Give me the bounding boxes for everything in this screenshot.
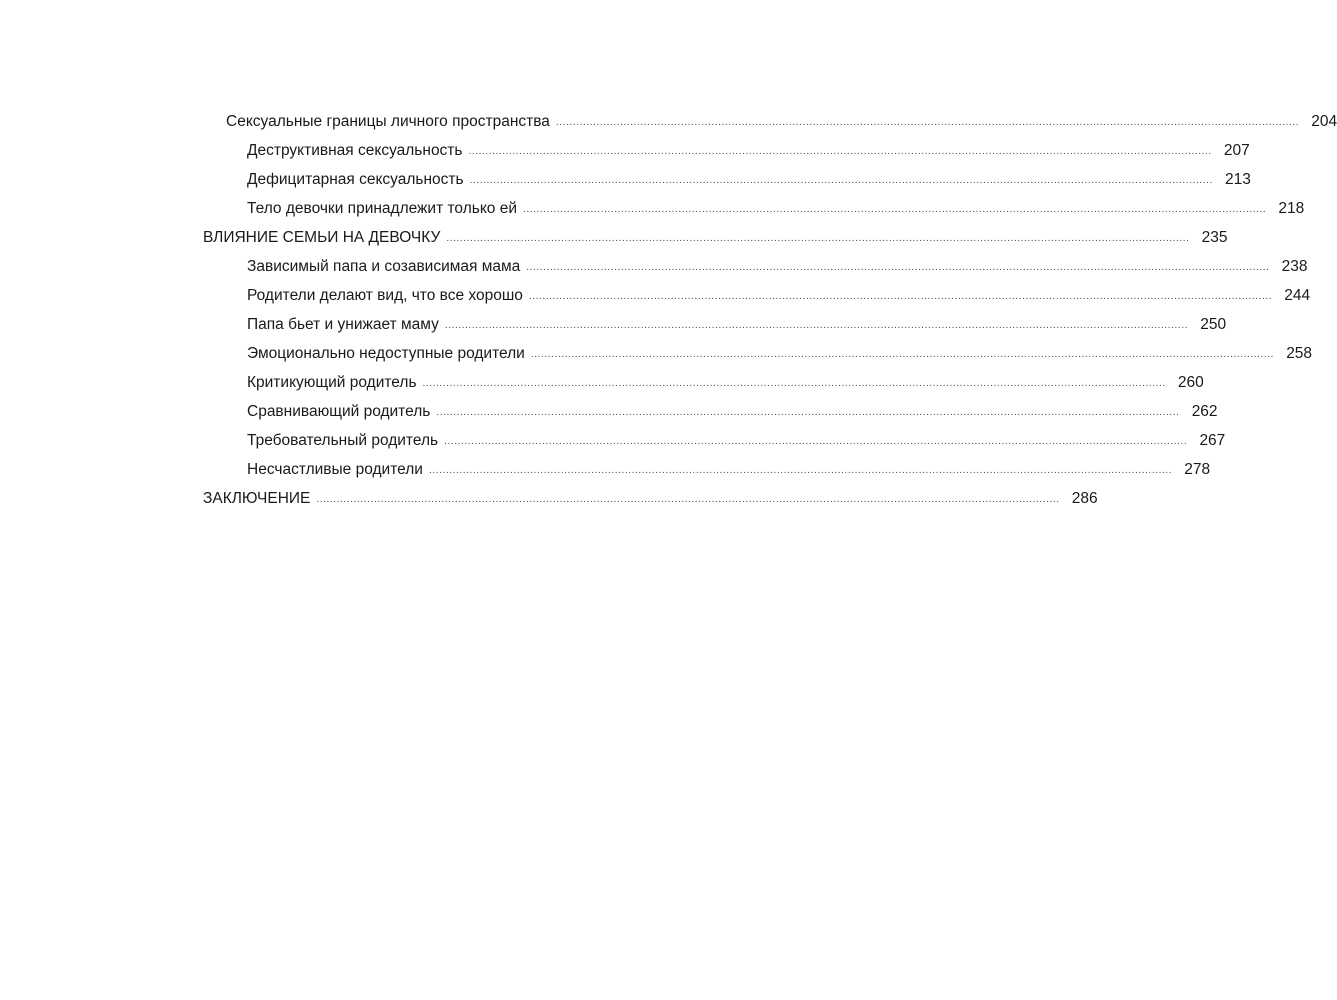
toc-entry [0,455,1211,484]
dot-leader: ............................................................................................................................................................................................................................ [528,291,1273,302]
toc-entry-page: 250 [1200,316,1227,333]
toc-entry-page: 235 [1201,229,1228,246]
dot-leader: ............................................................................................................................................................................................................................ [428,465,1173,476]
toc-entry-page: 218 [1278,200,1305,217]
toc-entry [0,368,1204,397]
toc-entry [0,252,1308,281]
toc-entry-title: Деструктивная сексуальность [247,142,463,159]
toc-entry-title: Критикующий родитель [247,374,417,391]
toc-entry-page: 278 [1184,461,1211,478]
toc-entry [0,136,1250,165]
toc-entry-title: Требовательный родитель [247,432,439,449]
toc-entry-page: 204 [1311,113,1337,130]
dot-leader: ............................................................................................................................................................................................................................ [522,204,1267,215]
toc-entry-page: 262 [1191,403,1218,420]
toc-entry-title: Тело девочки принадлежит только ей [247,200,517,217]
toc-entry [0,107,1337,136]
toc-entry-title: Сравнивающий родитель [247,403,431,420]
dot-leader: ............................................................................................................................................................................................................................ [316,494,1060,505]
dot-leader: ............................................................................................................................................................................................................................ [469,175,1213,186]
toc-entry-page: 207 [1223,142,1250,159]
dot-leader: ............................................................................................................................................................................................................................ [555,117,1300,128]
toc-entry [0,339,1313,368]
toc-entry-title: Сексуальные границы личного пространства [226,113,550,130]
toc-entry-page: 286 [1071,490,1098,507]
toc-entry [0,397,1218,426]
toc-entry-title: Дефицитарная сексуальность [247,171,464,188]
dot-leader: ............................................................................................................................................................................................................................ [446,233,1190,244]
toc-entry [0,310,1227,339]
toc-entry-page: 213 [1224,171,1251,188]
toc-entry-title: Папа бьет и унижает маму [247,316,439,333]
toc-entry-title: Зависимый папа и созависимая мама [247,258,521,275]
table-of-contents [0,107,1337,513]
dot-leader: ............................................................................................................................................................................................................................ [422,378,1166,389]
dot-leader: ............................................................................................................................................................................................................................ [444,436,1188,447]
toc-entry [0,194,1305,223]
toc-entry-title: Родители делают вид, что все хорошо [247,287,523,304]
toc-entry [0,426,1226,455]
dot-leader: ............................................................................................................................................................................................................................ [444,320,1189,331]
toc-entry [0,484,1098,513]
toc-entry-page: 238 [1281,258,1308,275]
dot-leader: ............................................................................................................................................................................................................................ [530,349,1275,360]
toc-entry-page: 260 [1177,374,1204,391]
toc-entry-page: 267 [1199,432,1226,449]
dot-leader: ............................................................................................................................................................................................................................ [468,146,1212,157]
dot-leader: ............................................................................................................................................................................................................................ [436,407,1180,418]
dot-leader: ............................................................................................................................................................................................................................ [526,262,1270,273]
toc-entry [0,281,1311,310]
toc-entry-page: 244 [1284,287,1311,304]
toc-entry-page: 258 [1286,345,1313,362]
toc-entry [0,165,1251,194]
toc-entry-title: Несчастливые родители [247,461,423,478]
toc-entry [0,223,1228,252]
toc-entry-title: Эмоционально недоступные родители [247,345,525,362]
toc-entry-title: ЗАКЛЮЧЕНИЕ [203,490,311,507]
toc-entry-title: ВЛИЯНИЕ СЕМЬИ НА ДЕВОЧКУ [203,229,441,246]
